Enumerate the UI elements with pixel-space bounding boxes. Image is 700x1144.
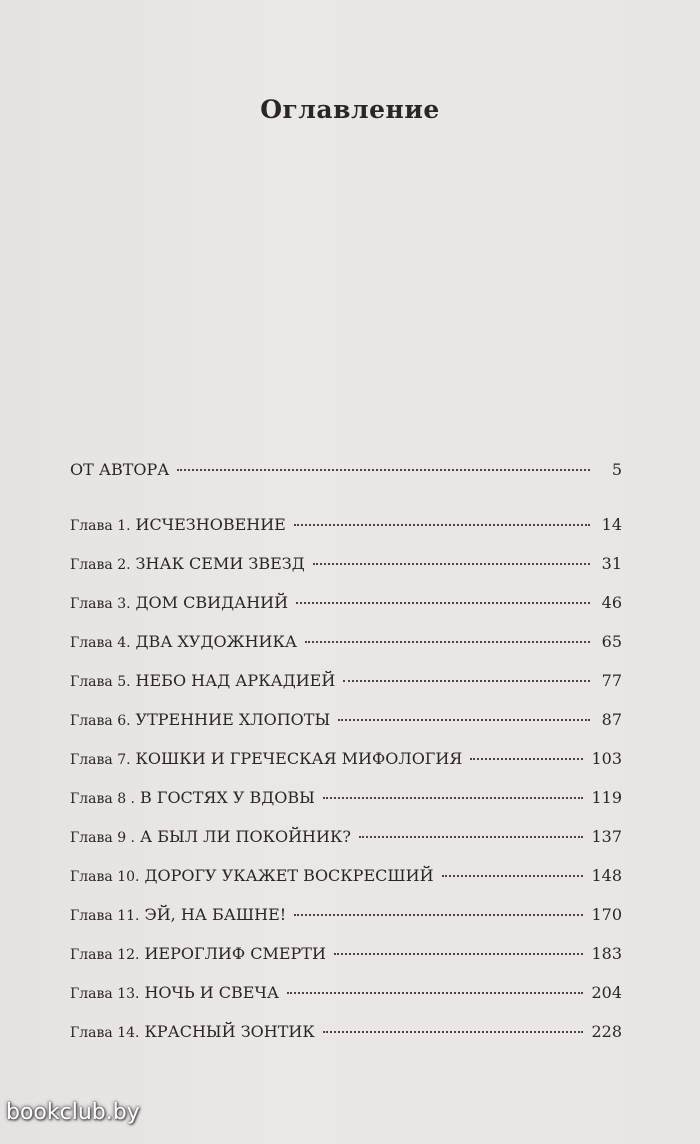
toc-label [70, 632, 297, 651]
dot-leader [313, 563, 590, 565]
toc-label [70, 983, 279, 1002]
chapter-title: НЕБО НАД АРКАДИЕЙ [135, 671, 336, 690]
toc-page-number: 103 [591, 749, 622, 768]
chapter-prefix: Глава 8 . [70, 791, 135, 807]
chapter-prefix: Глава 9 . [70, 830, 135, 846]
toc-page-number: 148 [591, 866, 622, 885]
toc-label [70, 944, 326, 963]
toc-label [70, 515, 286, 534]
chapter-prefix: Глава 1. [70, 518, 131, 534]
dot-leader [323, 1031, 584, 1033]
chapter-title: ЭЙ, НА БАШНЕ! [144, 905, 287, 924]
chapter-prefix: Глава 11. [70, 908, 140, 924]
dot-leader [338, 719, 590, 721]
chapter-title: ЗНАК СЕМИ ЗВЕЗД [135, 554, 305, 573]
chapter-prefix: Глава 14. [70, 1025, 140, 1041]
chapter-prefix: Глава 10. [70, 869, 140, 885]
chapter-title: А БЫЛ ЛИ ПОКОЙНИК? [140, 827, 351, 846]
chapter-title: ДОРОГУ УКАЖЕТ ВОСКРЕСШИЙ [144, 866, 434, 885]
table-of-contents [70, 460, 622, 1061]
toc-row-chapter [70, 1022, 622, 1061]
toc-page-number: 137 [591, 827, 622, 846]
chapter-title: ИСЧЕЗНОВЕНИЕ [135, 515, 286, 534]
toc-label [70, 554, 305, 573]
toc-label [70, 788, 315, 807]
chapter-title: КОШКИ И ГРЕЧЕСКАЯ МИФОЛОГИЯ [135, 749, 463, 768]
watermark: bookclub.by [6, 1100, 140, 1125]
dot-leader [305, 641, 590, 643]
chapter-title: В ГОСТЯХ У ВДОВЫ [140, 788, 315, 807]
chapter-prefix: Глава 6. [70, 713, 131, 729]
toc-label [70, 827, 351, 846]
toc-page-number: 46 [601, 593, 622, 612]
toc-label [70, 710, 330, 729]
toc-page-number: 31 [601, 554, 622, 573]
toc-page-number: 5 [611, 460, 622, 479]
chapter-prefix: Глава 7. [70, 752, 131, 768]
toc-row-chapter [70, 983, 622, 1022]
chapter-title: ИЕРОГЛИФ СМЕРТИ [144, 944, 326, 963]
toc-page-number: 204 [591, 983, 622, 1002]
chapter-prefix: Глава 2. [70, 557, 131, 573]
chapter-title: ДОМ СВИДАНИЙ [135, 593, 289, 612]
dot-leader [177, 469, 590, 471]
chapter-title: НОЧЬ И СВЕЧА [144, 983, 279, 1002]
page-title: Оглавление [260, 95, 440, 124]
chapter-title: КРАСНЫЙ ЗОНТИК [144, 1022, 315, 1041]
toc-row-chapter [70, 632, 622, 671]
dot-leader [296, 602, 590, 604]
chapter-prefix: Глава 4. [70, 635, 131, 651]
toc-row-chapter [70, 515, 622, 554]
toc-row-chapter [70, 788, 622, 827]
chapter-prefix: Глава 5. [70, 674, 131, 690]
chapter-list [70, 515, 622, 1061]
toc-row-chapter [70, 866, 622, 905]
dot-leader [343, 680, 590, 682]
toc-label [70, 593, 288, 612]
chapter-prefix: Глава 3. [70, 596, 131, 612]
toc-page-number: 228 [591, 1022, 622, 1041]
dot-leader [294, 524, 590, 526]
dot-leader [334, 953, 584, 955]
dot-leader [287, 992, 583, 994]
chapter-prefix: Глава 12. [70, 947, 140, 963]
dot-leader [470, 758, 583, 760]
toc-row-chapter [70, 554, 622, 593]
chapter-title: ДВА ХУДОЖНИКА [135, 632, 297, 651]
toc-label [70, 866, 434, 885]
toc-page-number: 183 [591, 944, 622, 963]
toc-row-chapter [70, 710, 622, 749]
toc-row-chapter [70, 671, 622, 710]
toc-entry-name: ОТ АВТОРА [70, 460, 170, 479]
toc-page-number: 170 [591, 905, 622, 924]
toc-label [70, 749, 462, 768]
toc-page-number: 14 [601, 515, 622, 534]
dot-leader [323, 797, 584, 799]
dot-leader [294, 914, 583, 916]
toc-page-number: 65 [601, 632, 622, 651]
toc-label [70, 460, 169, 479]
dot-leader [359, 836, 584, 838]
toc-page-number: 77 [601, 671, 622, 690]
toc-label [70, 671, 335, 690]
dot-leader [442, 875, 584, 877]
toc-row-author [70, 460, 622, 499]
toc-row-chapter [70, 749, 622, 788]
toc-label [70, 905, 286, 924]
chapter-title: УТРЕННИЕ ХЛОПОТЫ [135, 710, 331, 729]
toc-label [70, 1022, 315, 1041]
toc-row-chapter [70, 905, 622, 944]
toc-row-chapter [70, 593, 622, 632]
toc-page-number: 119 [591, 788, 622, 807]
toc-page-number: 87 [601, 710, 622, 729]
toc-row-chapter [70, 827, 622, 866]
toc-row-chapter [70, 944, 622, 983]
chapter-prefix: Глава 13. [70, 986, 140, 1002]
